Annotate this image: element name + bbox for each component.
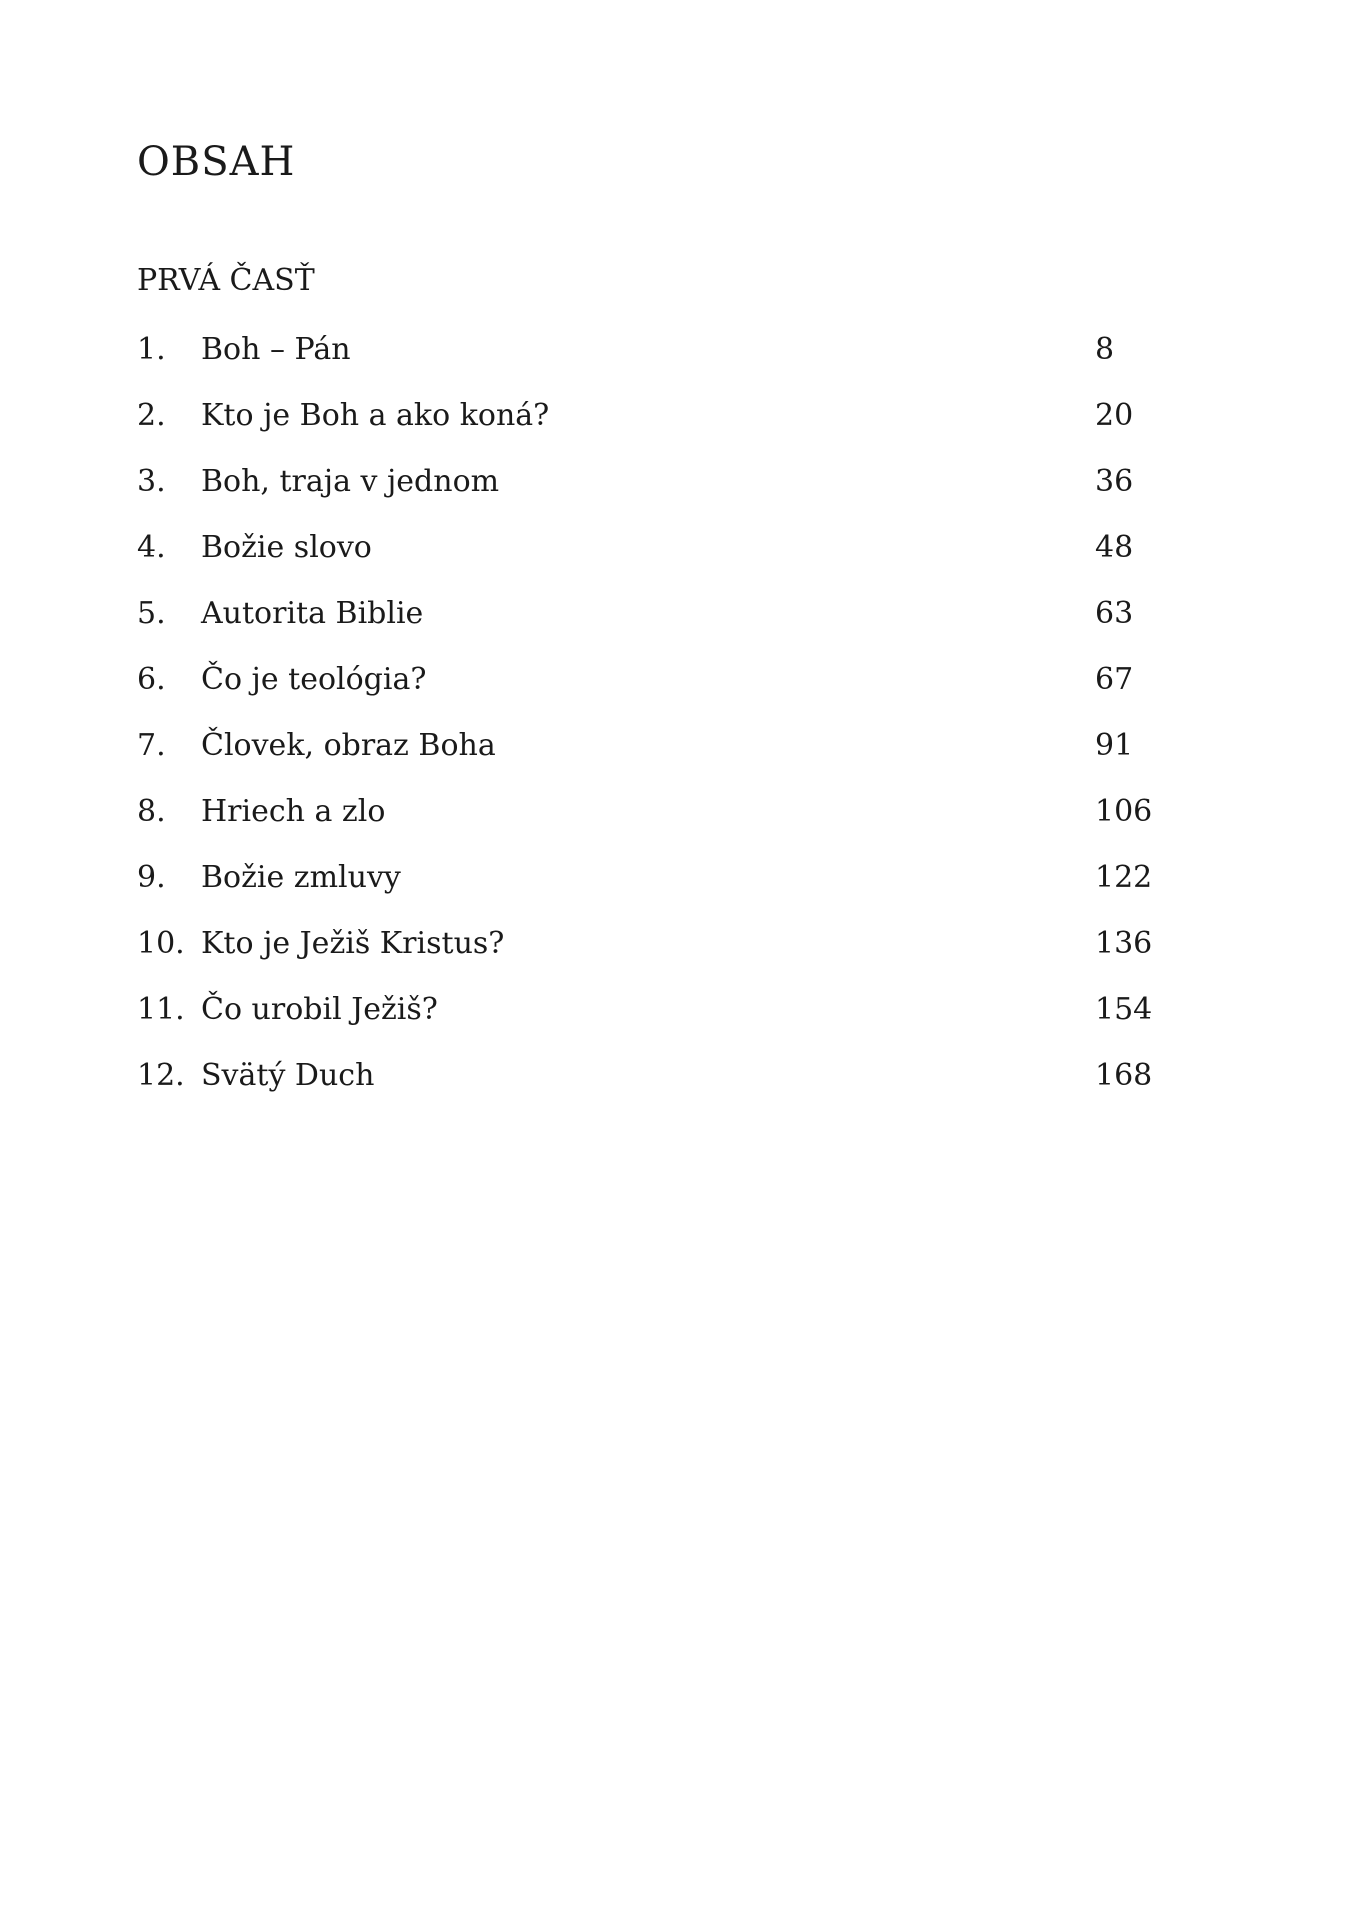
toc-entry [137, 992, 1157, 1058]
toc-entry-page: 67 [1095, 662, 1134, 697]
toc-entry-number: 9. [137, 860, 166, 895]
toc-entry [137, 926, 1157, 992]
toc-entry-number: 10. [137, 926, 185, 961]
toc-entry [137, 530, 1157, 596]
toc-entry-number: 1. [137, 332, 166, 367]
toc-entry-number: 7. [137, 728, 166, 763]
toc-entry-number: 6. [137, 662, 166, 697]
table-of-contents [137, 332, 1157, 1124]
toc-entry-title: Človek, obraz Boha [201, 728, 496, 763]
toc-entry-title: Čo je teológia? [201, 662, 427, 697]
toc-entry-number: 8. [137, 794, 166, 829]
toc-entry [137, 398, 1157, 464]
toc-entry-number: 5. [137, 596, 166, 631]
toc-entry-page: 122 [1095, 860, 1153, 895]
toc-entry-title: Boh, traja v jednom [201, 464, 500, 499]
toc-entry-page: 20 [1095, 398, 1134, 433]
toc-entry-page: 63 [1095, 596, 1134, 631]
toc-entry-page: 91 [1095, 728, 1134, 763]
toc-entry-number: 4. [137, 530, 166, 565]
toc-entry [137, 596, 1157, 662]
toc-entry-number: 11. [137, 992, 185, 1027]
toc-entry-title: Svätý Duch [201, 1058, 375, 1093]
toc-entry-page: 168 [1095, 1058, 1153, 1093]
toc-entry-number: 2. [137, 398, 166, 433]
toc-entry-page: 106 [1095, 794, 1153, 829]
toc-entry [137, 794, 1157, 860]
toc-entry-page: 36 [1095, 464, 1134, 499]
toc-entry [137, 1058, 1157, 1124]
page-title: OBSAH [137, 139, 296, 185]
toc-entry-number: 12. [137, 1058, 185, 1093]
toc-entry-title: Božie zmluvy [201, 860, 401, 895]
toc-entry-title: Čo urobil Ježiš? [201, 992, 438, 1027]
part-heading: PRVÁ ČASŤ [137, 263, 315, 298]
toc-entry-title: Kto je Boh a ako koná? [201, 398, 550, 433]
toc-entry-page: 48 [1095, 530, 1134, 565]
toc-entry-page: 136 [1095, 926, 1153, 961]
toc-entry-number: 3. [137, 464, 166, 499]
toc-entry-title: Božie slovo [201, 530, 372, 565]
toc-entry-title: Kto je Ježiš Kristus? [201, 926, 505, 961]
toc-entry [137, 662, 1157, 728]
toc-entry [137, 860, 1157, 926]
toc-entry-title: Hriech a zlo [201, 794, 386, 829]
toc-entry [137, 332, 1157, 398]
toc-entry-title: Boh – Pán [201, 332, 351, 367]
toc-entry [137, 728, 1157, 794]
toc-entry-page: 8 [1095, 332, 1115, 367]
toc-entry [137, 464, 1157, 530]
toc-entry-page: 154 [1095, 992, 1153, 1027]
toc-entry-title: Autorita Biblie [201, 596, 424, 631]
